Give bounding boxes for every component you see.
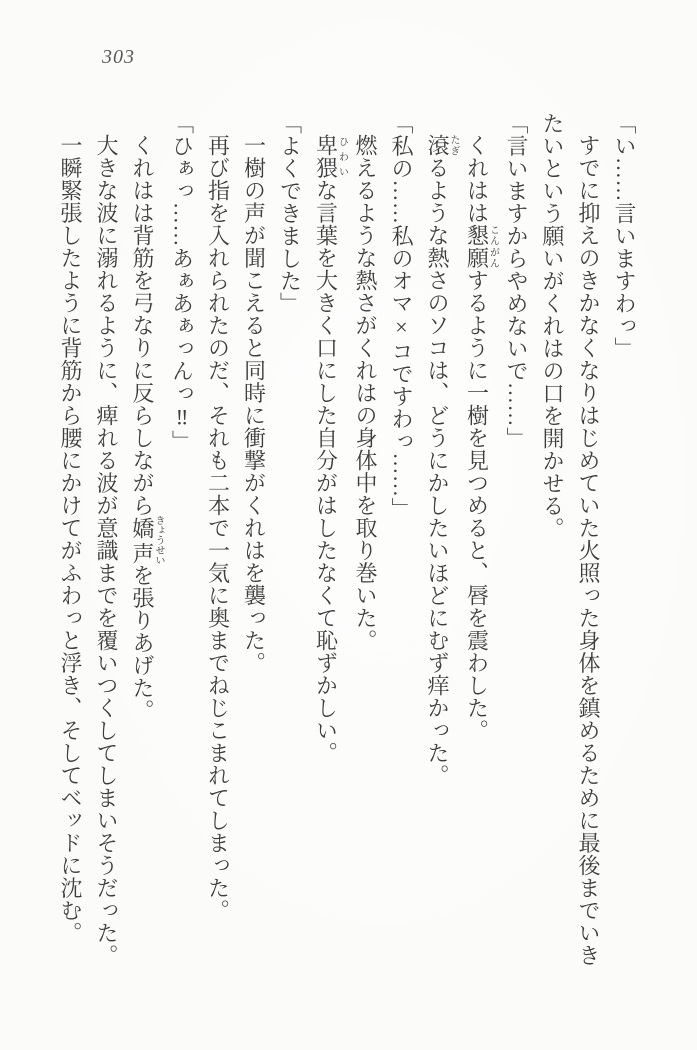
text-line: すでに抑えのきかなくなりはじめていた火照った身体を鎮めるために最後までいき (576, 134, 601, 967)
furigana: ひわい (336, 134, 348, 179)
furigana: こんがん (487, 224, 499, 269)
text-line: 一樹の声が聞こえると同時に衝撃がくれはを襲った。 (241, 134, 267, 674)
text-block (52, 112, 642, 1007)
text-line: くれはは背筋を弓なりに反らしながら嬌声きょうせいを張りあげた。 (130, 134, 164, 722)
text-line: 「い……言いますわっ」 (612, 112, 637, 360)
text-line: 「よくできました」 (277, 112, 303, 315)
text-line: 一瞬緊張したように背筋から腰にかけてがふわっと浮き、そしてベッドに沈む。 (58, 134, 83, 944)
page-number: 303 (102, 46, 135, 68)
text-line: 燃えるような熱さがくれはの身体中を取り巻いた。 (353, 134, 378, 652)
text-line: 大きな波に溺れるように、痺れる波が意識までを覆いつくしてしまいそうだった。 (94, 134, 119, 967)
text-line: たいという願いがくれはの口を開かせる。 (540, 112, 565, 540)
text-line: 「ひぁっ……あぁあぁっんっ‼」 (169, 112, 195, 453)
text-line: 「私の……私のオマ×コですわっ……」 (389, 112, 414, 520)
furigana: たぎ (448, 134, 459, 157)
ruby-word: 滾たぎ (425, 134, 459, 157)
text-line: くれはは懇願こんがんするように一樹を見つめると、唇を震わした。 (464, 134, 499, 742)
text-line: 再び指を入れられたのだ、それも二本で一気に奥までねじこまれてしまった。 (205, 134, 231, 922)
text-line: 卑猥ひわいな言葉を大きく口にした自分がはしたなくて恥ずかしい。 (313, 134, 348, 764)
text-line: 「言いますからやめないで……」 (504, 112, 529, 450)
ruby-word: 卑猥ひわい (313, 134, 348, 179)
ruby-word: 嬌声きょうせい (130, 515, 164, 566)
furigana: きょうせい (153, 515, 164, 566)
text-line: 滾たぎるような熱さのソコは、どうにかしたいほどにむず痒かった。 (425, 134, 459, 787)
ruby-word: 懇願こんがん (464, 224, 499, 269)
